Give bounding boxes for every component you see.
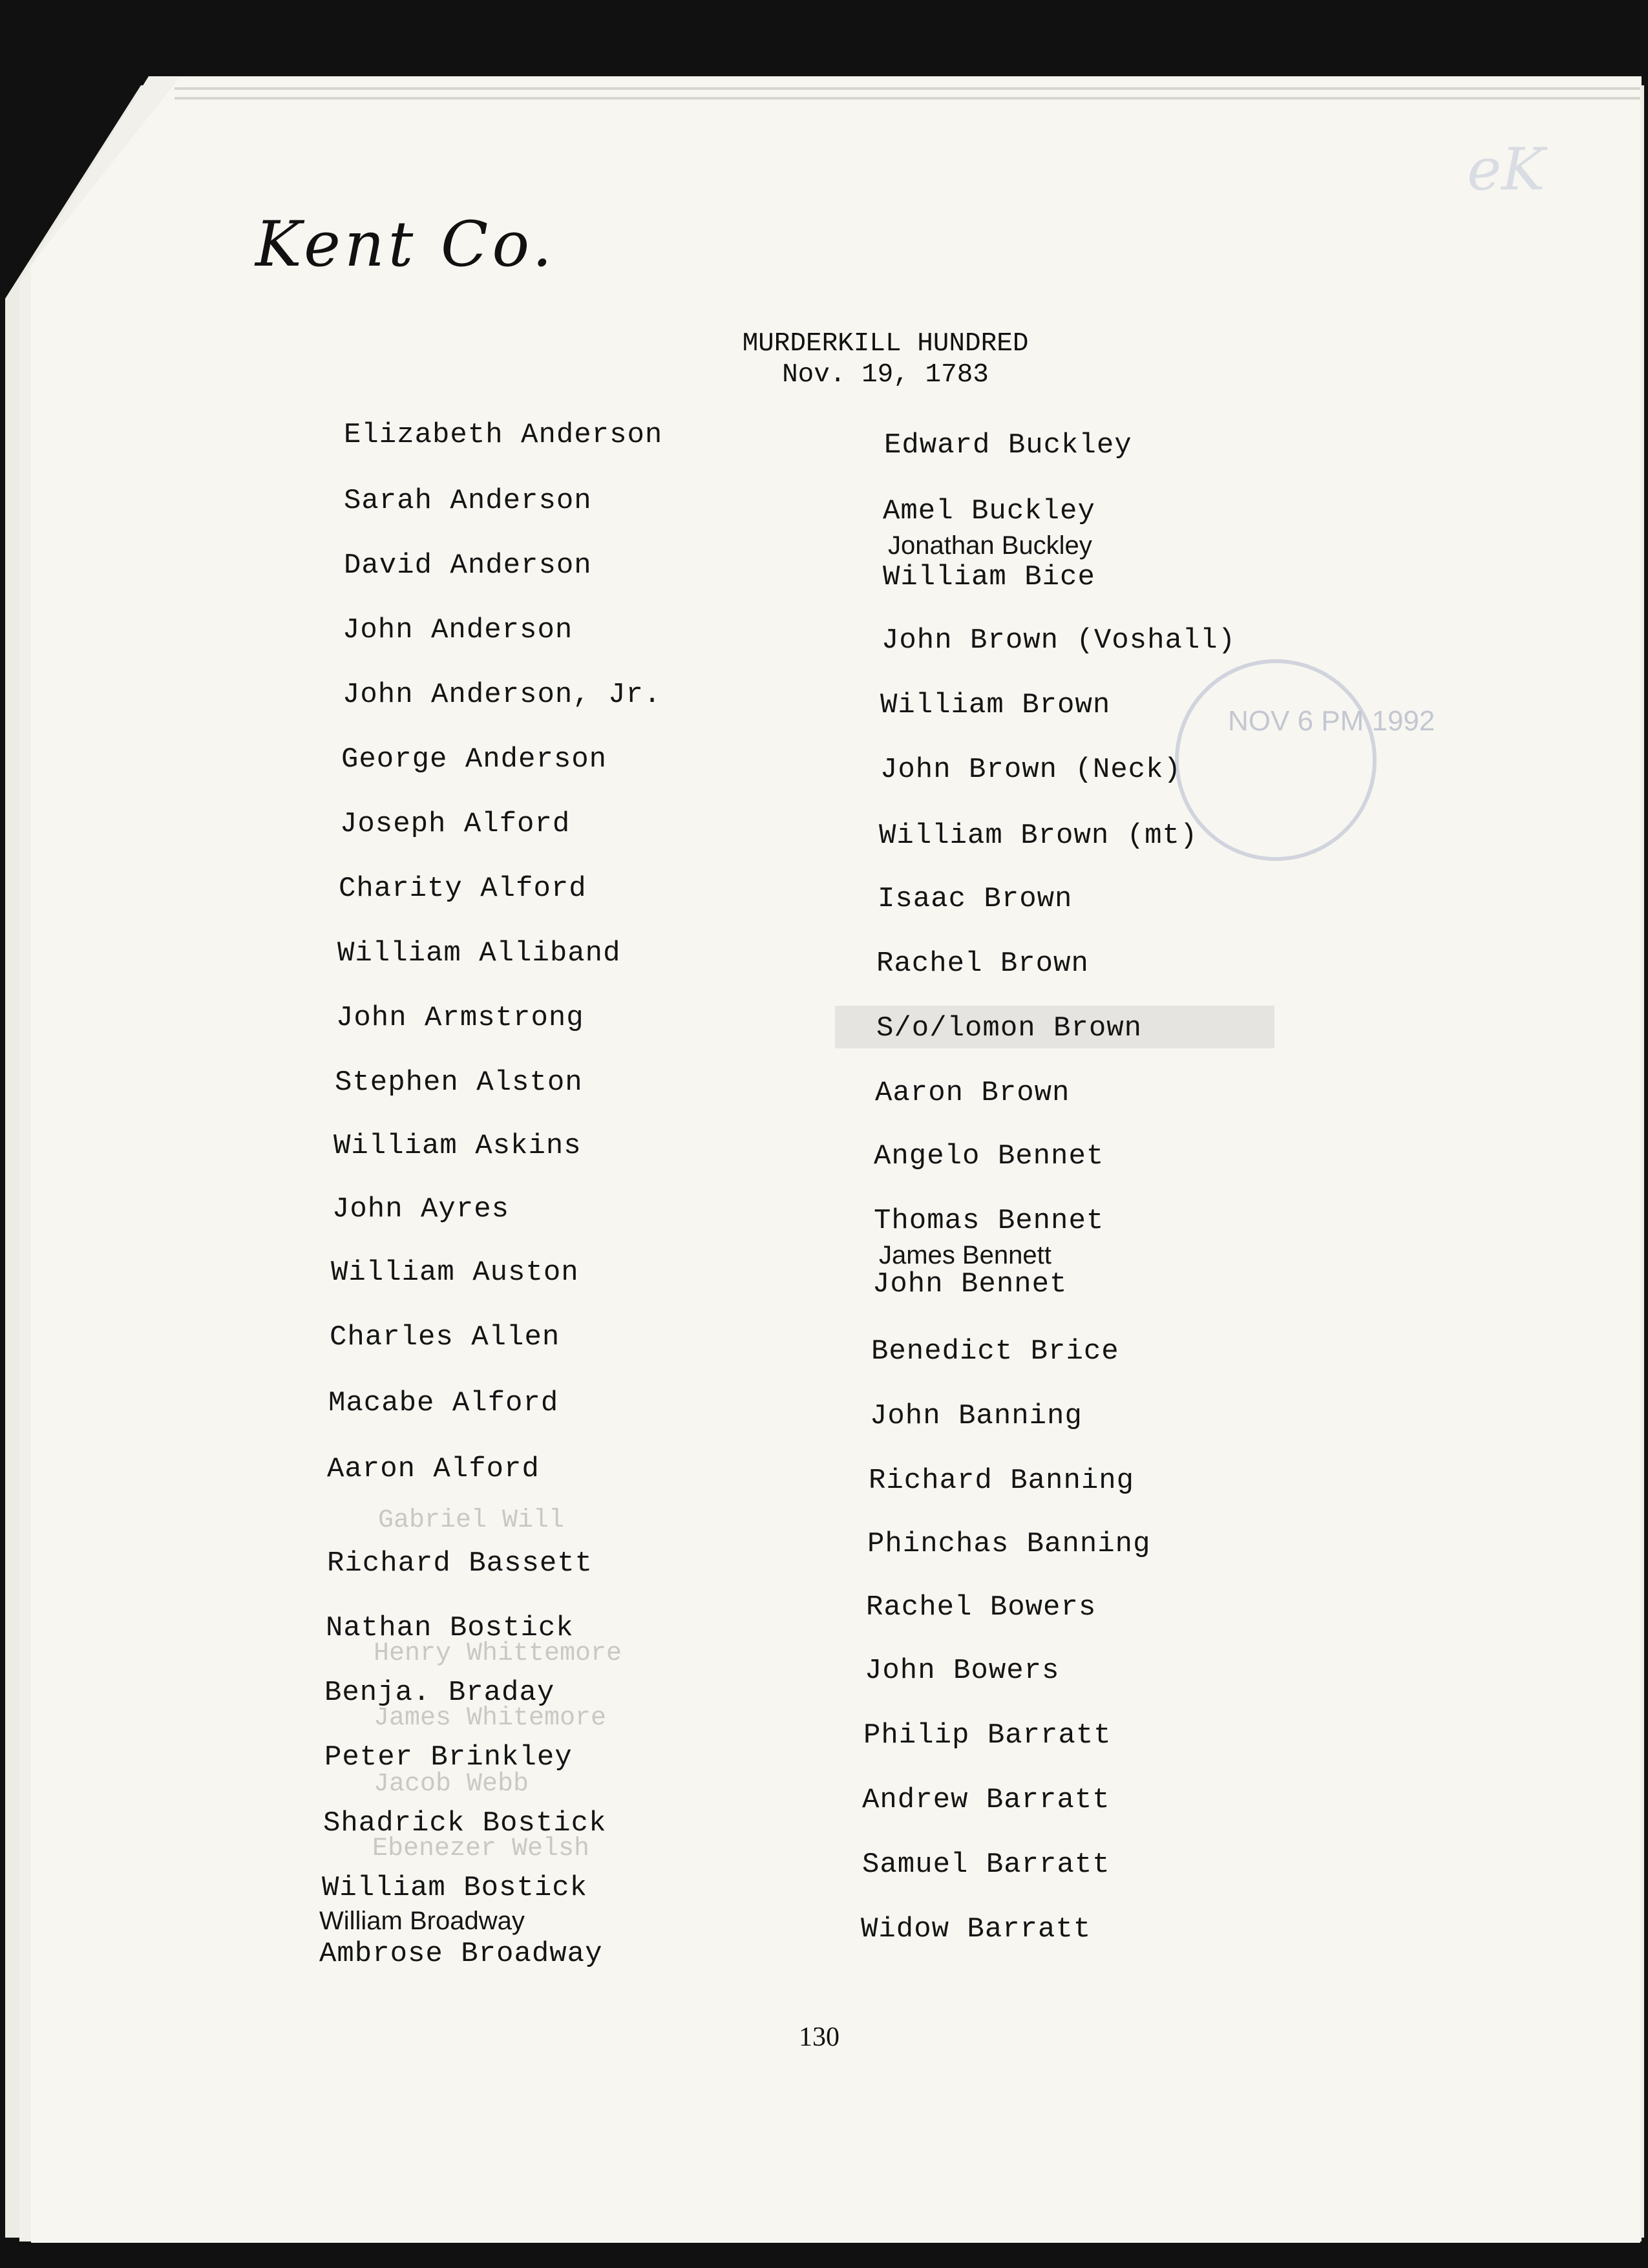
name-entry: Widow Barratt bbox=[861, 1913, 1092, 1945]
name-entry: Benedict Brice bbox=[871, 1335, 1119, 1368]
name-entry: John Bennet bbox=[872, 1268, 1068, 1300]
name-entry: William Askins bbox=[333, 1130, 582, 1162]
name-entry: Benja. Braday bbox=[324, 1677, 555, 1709]
name-entry: William Brown bbox=[880, 689, 1111, 721]
name-entry: William Alliband bbox=[337, 937, 621, 970]
postmark-stamp bbox=[1175, 659, 1377, 861]
name-entry: Aaron Brown bbox=[875, 1077, 1070, 1109]
name-entry: William Auston bbox=[331, 1256, 579, 1289]
document-page bbox=[31, 78, 1640, 2243]
name-entry: John Banning bbox=[870, 1400, 1083, 1432]
name-entry: John Anderson bbox=[343, 614, 573, 646]
name-entry: Ambrose Broadway bbox=[319, 1938, 603, 1970]
name-entry: Rachel Bowers bbox=[866, 1591, 1097, 1624]
name-entry: John Ayres bbox=[332, 1193, 510, 1225]
name-entry: S/o/lomon Brown bbox=[876, 1012, 1143, 1044]
name-entry: George Anderson bbox=[341, 743, 607, 776]
name-entry: William Bice bbox=[883, 561, 1095, 593]
name-entry: William Broadway bbox=[319, 1907, 525, 1935]
postmark-text: NOV 6 PM 1992 bbox=[1228, 705, 1435, 737]
name-entry: Thomas Bennet bbox=[874, 1205, 1104, 1237]
name-entry: Isaac Brown bbox=[878, 883, 1073, 915]
name-entry: Elizabeth Anderson bbox=[344, 419, 663, 451]
name-entry: Jonathan Buckley bbox=[888, 531, 1092, 560]
name-entry: William Bostick bbox=[322, 1872, 588, 1904]
name-entry: John Anderson, Jr. bbox=[343, 679, 662, 711]
page-number: 130 bbox=[799, 2022, 840, 2052]
faded-text: Jacob Webb bbox=[374, 1770, 529, 1799]
name-entry: John Brown (Neck) bbox=[880, 754, 1181, 786]
faint-corner-mark: eK bbox=[1467, 136, 1545, 204]
name-entry: John Armstrong bbox=[336, 1002, 584, 1034]
name-entry: Charles Allen bbox=[330, 1321, 560, 1353]
handwritten-note: Kent Co. bbox=[255, 208, 556, 281]
faded-text: Henry Whittemore bbox=[374, 1639, 622, 1668]
name-entry: Andrew Barratt bbox=[862, 1784, 1110, 1816]
name-entry: Nathan Bostick bbox=[326, 1612, 574, 1644]
name-entry: Macabe Alford bbox=[328, 1387, 559, 1419]
name-entry: Richard Banning bbox=[869, 1465, 1135, 1497]
document-title: MURDERKILL HUNDRED bbox=[742, 329, 1029, 359]
name-entry: Richard Bassett bbox=[327, 1547, 593, 1580]
faded-text: James Whitemore bbox=[374, 1704, 607, 1733]
name-entry: James Bennett bbox=[879, 1241, 1051, 1269]
name-entry: Samuel Barratt bbox=[862, 1849, 1110, 1881]
page-edge bbox=[174, 97, 1640, 100]
faded-text: Gabriel Will bbox=[378, 1506, 565, 1535]
name-entry: Charity Alford bbox=[339, 873, 587, 905]
name-entry: Edward Buckley bbox=[884, 429, 1132, 461]
document-date: Nov. 19, 1783 bbox=[782, 360, 989, 390]
name-entry: Shadrick Bostick bbox=[323, 1807, 607, 1839]
name-entry: Rachel Brown bbox=[876, 948, 1089, 980]
name-entry: John Brown (Voshall) bbox=[882, 624, 1236, 657]
faded-text: Ebenezer Welsh bbox=[372, 1834, 590, 1863]
name-entry: Joseph Alford bbox=[340, 808, 571, 840]
name-entry: Phinchas Banning bbox=[867, 1528, 1151, 1560]
name-entry: William Brown (mt) bbox=[879, 820, 1198, 852]
name-entry: Sarah Anderson bbox=[344, 485, 592, 517]
name-entry: John Bowers bbox=[865, 1655, 1060, 1687]
page-edge bbox=[174, 87, 1640, 90]
name-entry: Peter Brinkley bbox=[324, 1741, 573, 1774]
name-entry: Philip Barratt bbox=[863, 1719, 1112, 1752]
name-entry: David Anderson bbox=[344, 549, 592, 582]
name-entry: Stephen Alston bbox=[335, 1066, 583, 1099]
name-entry: Amel Buckley bbox=[883, 495, 1095, 527]
name-entry: Angelo Bennet bbox=[874, 1140, 1104, 1172]
name-entry: Aaron Alford bbox=[327, 1453, 540, 1485]
